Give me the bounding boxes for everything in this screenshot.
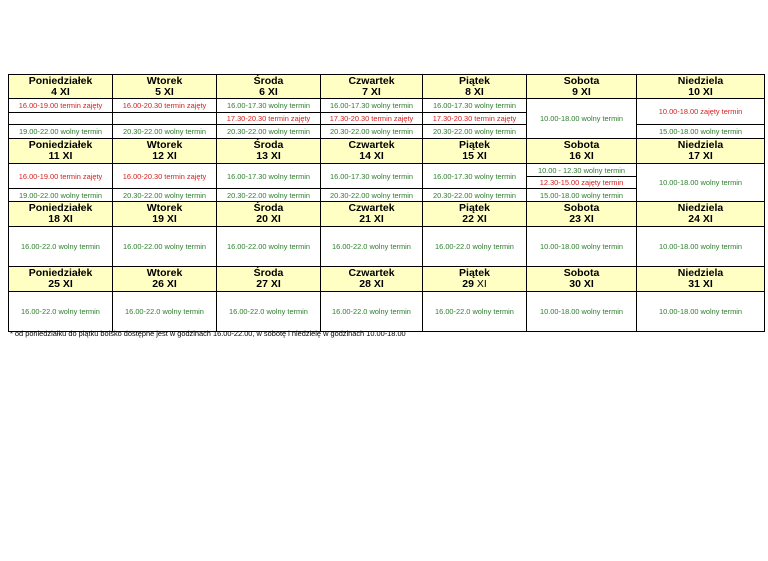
free-slot: 16.00-17.30 wolny termin: [423, 99, 527, 113]
day-name: Piątek: [459, 74, 490, 87]
day-name: Czwartek: [348, 139, 395, 151]
day-name: Środa: [253, 139, 284, 151]
day-header: [423, 139, 527, 164]
day-date-number: 22 XI: [462, 213, 487, 225]
day-header: [321, 75, 423, 99]
day-date: [423, 151, 526, 162]
busy-slot: 17.30-20.30 termin zajęty: [423, 113, 527, 125]
day-header: [423, 202, 527, 227]
day-header: [637, 202, 765, 227]
day-date: [637, 214, 764, 225]
day-date: [217, 87, 320, 98]
free-slot: 16.00-17.30 wolny termin: [217, 164, 321, 189]
day-date: [113, 214, 216, 225]
slot-row: [9, 125, 765, 139]
day-header: [321, 139, 423, 164]
free-slot: 15.00-18.00 wolny termin: [637, 125, 765, 139]
day-header: [527, 202, 637, 227]
free-slot: 16.00-17.30 wolny termin: [321, 99, 423, 113]
day-date-number: 12 XI: [152, 150, 177, 162]
day-date-number: 25 XI: [48, 278, 73, 290]
header-row: [9, 139, 765, 164]
busy-slot: 16.00-19.00 termin zajęty: [9, 164, 113, 189]
free-slot: 19.00-22.00 wolny termin: [9, 125, 113, 139]
day-header: [113, 75, 217, 99]
free-slot: 20.30-22.00 wolny termin: [321, 125, 423, 139]
free-slot: 16.00-22.0 wolny termin: [423, 292, 527, 332]
day-header: [113, 139, 217, 164]
day-date: [637, 151, 764, 162]
day-date: [637, 279, 764, 290]
free-slot: 16.00-22.00 wolny termin: [217, 227, 321, 267]
day-header: [9, 139, 113, 164]
day-name: Poniedziałek: [28, 139, 93, 151]
free-slot: 20.30-22.00 wolny termin: [423, 125, 527, 139]
free-slot: 10.00-18.00 wolny termin: [637, 164, 765, 202]
day-date-number: 8 XI: [465, 85, 484, 98]
day-name: Niedziela: [677, 74, 724, 87]
day-header: [113, 267, 217, 292]
day-header: [527, 139, 637, 164]
free-slot: 16.00-22.0 wolny termin: [423, 227, 527, 267]
day-date-number: 18 XI: [48, 213, 73, 225]
day-name: Wtorek: [146, 267, 183, 279]
day-date: [321, 151, 422, 162]
free-slot: 20.30-22.00 wolny termin: [113, 125, 217, 139]
day-name: Sobota: [563, 74, 600, 87]
free-slot: 10.00-18.00 wolny termin: [527, 99, 637, 139]
free-slot: 16.00-22.0 wolny termin: [321, 227, 423, 267]
day-name: Piątek: [459, 267, 490, 279]
slot-row: [9, 292, 765, 332]
day-date-number: 23 XI: [569, 213, 594, 225]
day-header: [321, 202, 423, 227]
free-slot: 16.00-22.0 wolny termin: [217, 292, 321, 332]
day-date-number: 5 XI: [155, 85, 174, 98]
busy-slot: 10.00-18.00 zajęty termin: [637, 99, 765, 125]
day-header: [637, 139, 765, 164]
day-header: [527, 75, 637, 99]
day-header: [217, 267, 321, 292]
day-date: [423, 279, 526, 290]
day-name: Czwartek: [348, 267, 395, 279]
day-date: [113, 151, 216, 162]
day-name: Czwartek: [348, 202, 395, 214]
day-date-number: 13 XI: [256, 150, 281, 162]
day-date: [527, 151, 636, 162]
day-date-number: 9 XI: [572, 85, 591, 98]
free-slot: 20.30-22.00 wolny termin: [217, 189, 321, 202]
day-name: Poniedziałek: [28, 202, 93, 214]
day-date-number: 6 XI: [259, 85, 278, 98]
day-name: Wtorek: [146, 202, 183, 214]
day-date: [321, 87, 422, 98]
free-slot: 16.00-22.00 wolny termin: [113, 227, 217, 267]
day-date-number: 27 XI: [256, 278, 281, 290]
free-slot: 10.00-18.00 wolny termin: [637, 227, 765, 267]
day-header: [637, 267, 765, 292]
day-date: [9, 87, 112, 98]
day-name: Środa: [253, 74, 284, 87]
busy-slot: 12.30-15.00 zajęty termin: [527, 177, 637, 189]
busy-slot: 16.00-20.30 termin zajęty: [113, 99, 217, 113]
day-date: [113, 87, 216, 98]
day-date-number: 30 XI: [569, 278, 594, 290]
day-header: [527, 267, 637, 292]
day-date: [9, 279, 112, 290]
schedule-table: [8, 74, 765, 332]
free-slot: 16.00-22.0 wolny termin: [9, 227, 113, 267]
busy-slot: 16.00-19.00 termin zajęty: [9, 99, 113, 113]
busy-slot: 16.00-20.30 termin zajęty: [113, 164, 217, 189]
day-date-number: 24 XI: [688, 213, 713, 225]
day-name: Sobota: [563, 139, 600, 151]
day-date: [637, 87, 764, 98]
day-date: [9, 151, 112, 162]
day-name: Niedziela: [677, 202, 724, 214]
day-name: Sobota: [563, 202, 600, 214]
free-slot: 20.30-22.00 wolny termin: [113, 189, 217, 202]
day-date-number: 21 XI: [359, 213, 384, 225]
day-header: [217, 75, 321, 99]
day-date-number: 26 XI: [152, 278, 177, 290]
day-date: [321, 279, 422, 290]
day-header: [217, 202, 321, 227]
day-date-number: 14 XI: [359, 150, 384, 162]
free-slot: 20.30-22.00 wolny termin: [423, 189, 527, 202]
day-date: [217, 279, 320, 290]
day-date-number: 15 XI: [462, 150, 487, 162]
day-date: [217, 151, 320, 162]
header-row: [9, 267, 765, 292]
day-date-number: 31 XI: [688, 278, 713, 290]
free-slot: 16.00-22.0 wolny termin: [113, 292, 217, 332]
slot-row: [9, 227, 765, 267]
slot-row: [9, 99, 765, 113]
busy-slot: 17.30-20.30 termin zajęty: [217, 113, 321, 125]
day-name: Niedziela: [677, 267, 724, 279]
free-slot: 16.00-22.0 wolny termin: [9, 292, 113, 332]
free-slot: 19.00-22.00 wolny termin: [9, 189, 113, 202]
day-header: [423, 267, 527, 292]
day-date: [423, 87, 526, 98]
day-date: [217, 214, 320, 225]
day-name: Sobota: [563, 267, 600, 279]
footnote: * od poniedziałku do piątku boisko dostępne jest w godzinach 16.00-22.00, w sobotę i niedzielę w godzinach 10.00-18.00: [10, 329, 406, 338]
day-date: [113, 279, 216, 290]
free-slot: 16.00-17.30 wolny termin: [321, 164, 423, 189]
day-date-number: 10 XI: [688, 85, 713, 98]
day-name: Środa: [253, 267, 284, 279]
slot-row: [9, 164, 765, 177]
free-slot: 15.00-18.00 wolny termin: [527, 189, 637, 202]
day-name: Wtorek: [146, 139, 183, 151]
day-date-number: 7 XI: [362, 85, 381, 98]
day-date-suffix: XI: [473, 278, 487, 290]
day-name: Piątek: [459, 139, 490, 151]
day-name: Czwartek: [348, 74, 395, 87]
day-header: [217, 139, 321, 164]
day-date-number: 17 XI: [688, 150, 713, 162]
day-header: [423, 75, 527, 99]
day-header: [321, 267, 423, 292]
day-date: [527, 279, 636, 290]
header-row: [9, 202, 765, 227]
day-date-number: 28 XI: [359, 278, 384, 290]
day-date: [423, 214, 526, 225]
day-date-number: 11 XI: [48, 150, 73, 162]
free-slot: 16.00-17.30 wolny termin: [423, 164, 527, 189]
day-name: Poniedziałek: [28, 267, 93, 279]
day-date: [527, 87, 636, 98]
day-date-number: 20 XI: [256, 213, 281, 225]
free-slot: 16.00-22.0 wolny termin: [321, 292, 423, 332]
day-date-number: 4 XI: [51, 85, 70, 98]
free-slot: 16.00-17.30 wolny termin: [217, 99, 321, 113]
day-header: [9, 267, 113, 292]
day-date: [527, 214, 636, 225]
free-slot: 10.00-18.00 wolny termin: [527, 292, 637, 332]
day-name: Środa: [253, 202, 284, 214]
day-name: Poniedziałek: [28, 74, 93, 87]
free-slot: 20.30-22.00 wolny termin: [321, 189, 423, 202]
day-name: Wtorek: [146, 74, 183, 87]
day-date: [321, 214, 422, 225]
day-header: [9, 75, 113, 99]
free-slot: 10.00 - 12.30 wolny termin: [527, 164, 637, 177]
free-slot: 10.00-18.00 wolny termin: [527, 227, 637, 267]
day-date-number: 16 XI: [569, 150, 594, 162]
busy-slot: 17.30-20.30 termin zajęty: [321, 113, 423, 125]
empty-slot: [113, 113, 217, 125]
day-header: [9, 202, 113, 227]
header-row: [9, 75, 765, 99]
day-date-number: 19 XI: [152, 213, 177, 225]
free-slot: 10.00-18.00 wolny termin: [637, 292, 765, 332]
empty-slot: [9, 113, 113, 125]
free-slot: 20.30-22.00 wolny termin: [217, 125, 321, 139]
day-date: [9, 214, 112, 225]
day-header: [637, 75, 765, 99]
day-name: Piątek: [459, 202, 490, 214]
day-header: [113, 202, 217, 227]
day-date-number: 29: [462, 278, 474, 290]
day-name: Niedziela: [677, 139, 724, 151]
